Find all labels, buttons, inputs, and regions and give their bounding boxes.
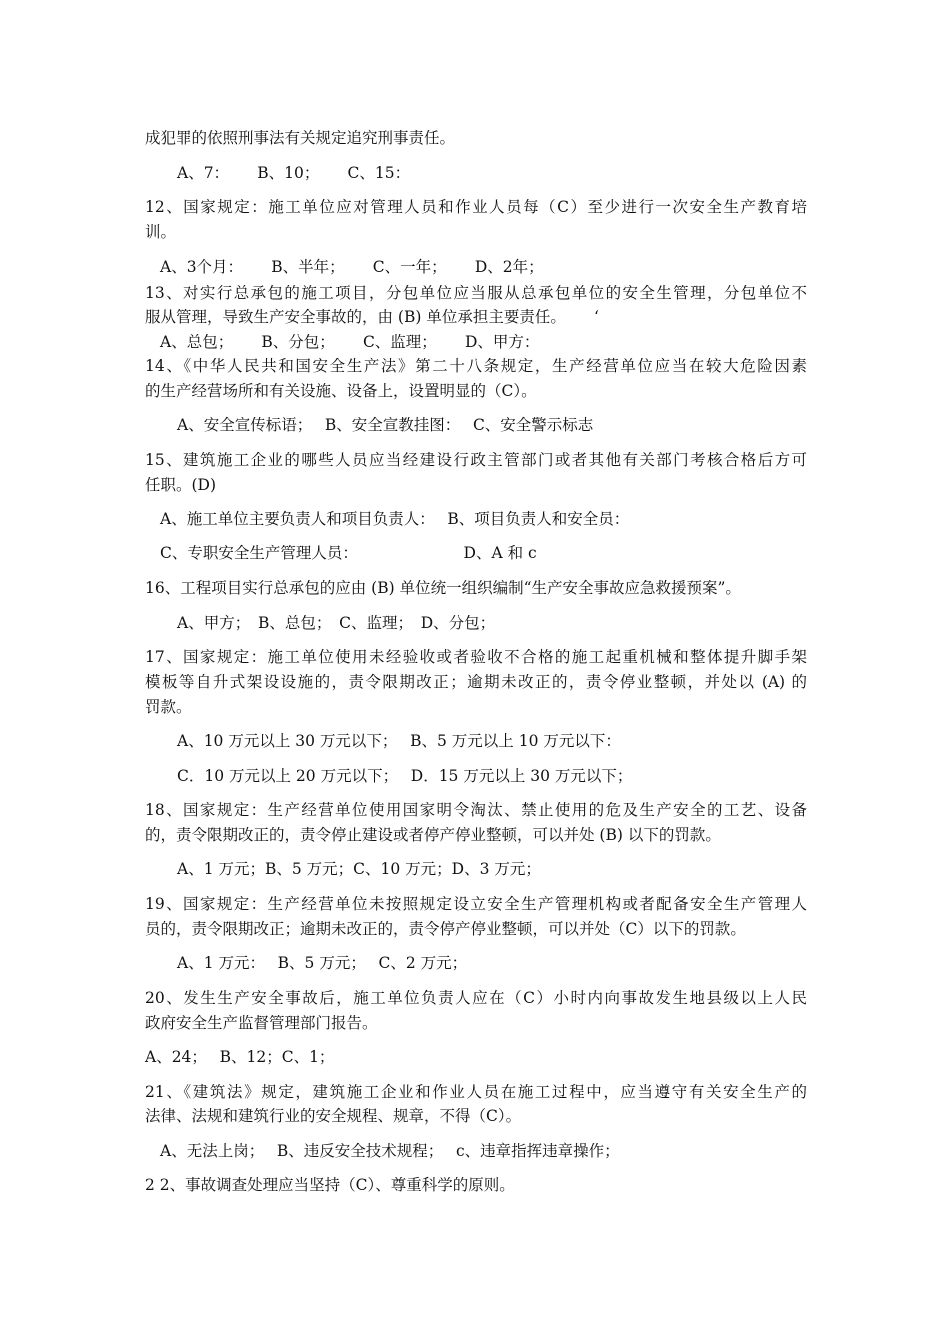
answer-options: A、无法上岗； B、违反安全技术规程； c、违章指挥违章操作；	[160, 1142, 620, 1160]
answer-options: C．10 万元以上 20 万元以下； D．15 万元以上 30 万元以下；	[177, 767, 633, 785]
text-line: 罚款。	[145, 698, 192, 716]
text-line: 服从管理，导致生产安全事故的，由 (B) 单位承担主要责任。 ‘	[145, 308, 599, 326]
answer-options: A、1 万元： B、5 万元； C、2 万元；	[177, 954, 468, 972]
answer-options: A、安全宣传标语； B、安全宣教挂图： C、安全警示标志	[177, 416, 594, 434]
text-line: 法律、法规和建筑行业的安全规程、规章，不得（C）。	[145, 1107, 522, 1125]
text-line: 的生产经营场所和有关设施、设备上，设置明显的（C）。	[145, 382, 537, 400]
answer-options: A、施工单位主要负责人和项目负责人： B、项目负责人和安全员：	[160, 510, 630, 528]
question-15: 15、建筑施工企业的哪些人员应当经建设行政主管部门或者其他有关部门考核合格后方可	[145, 451, 807, 469]
text-line: 成犯罪的依照刑事法有关规定追究刑事责任。	[145, 129, 456, 147]
text-line: 任职。(D)	[145, 476, 217, 494]
text-line: 政府安全生产监督管理部门报告。	[145, 1014, 378, 1032]
question-16: 16、工程项目实行总承包的应由 (B) 单位统一组织编制“生产安全事故应急救援预案”。	[145, 579, 741, 597]
answer-options: C、专职安全生产管理人员： D、A 和 c	[160, 544, 537, 562]
question-13: 13、对实行总承包的施工项目，分包单位应当服从总承包单位的安全生管理，分包单位不	[145, 284, 807, 302]
question-18: 18、国家规定：生产经营单位使用国家明令淘汰、禁止使用的危及生产安全的工艺、设备	[145, 801, 807, 819]
question-17: 17、国家规定：施工单位使用未经验收或者验收不合格的施工起重机械和整体提升脚手架	[145, 648, 807, 666]
text-line: 的，责令限期改正的，责令停止建设或者停产停业整顿，可以并处 (B) 以下的罚款。	[145, 826, 721, 844]
answer-options: A、1 万元；B、5 万元；C、10 万元；D、3 万元；	[177, 860, 541, 878]
answer-options: A、10 万元以上 30 万元以下； B、5 万元以上 10 万元以下：	[177, 732, 621, 750]
question-21: 21、《建筑法》规定，建筑施工企业和作业人员在施工过程中，应当遵守有关安全生产的	[145, 1083, 807, 1101]
question-20: 20、发生生产安全事故后，施工单位负责人应在（C）小时内向事故发生地县级以上人民	[145, 989, 807, 1007]
text-line: 训。	[145, 223, 177, 241]
answer-options: A、24； B、12；C、1；	[145, 1048, 335, 1066]
question-19: 19、国家规定：生产经营单位未按照规定设立安全生产管理机构或者配备安全生产管理人	[145, 895, 807, 913]
text-line: 模板等自升式架设设施的，责令限期改正；逾期未改正的，责令停业整顿，并处以 (A) 的	[145, 673, 807, 691]
answer-options: A、总包； B、分包； C、监理； D、甲方：	[160, 333, 540, 351]
text-line: 员的，责令限期改正；逾期未改正的，责令停产停业整顿，可以并处（C）以下的罚款。	[145, 920, 746, 938]
question-14: 14、《中华人民共和国安全生产法》第二十八条规定，生产经营单位应当在较大危险因素	[145, 357, 807, 375]
answer-options: A、甲方； B、总包； C、监理； D、分包；	[177, 614, 496, 632]
answer-options: A、7： B、10； C、15：	[177, 164, 411, 182]
question-22: 2 2、事故调查处理应当坚持（C）、尊重科学的原则。	[145, 1176, 515, 1194]
answer-options: A、3个月： B、半年； C、一年； D、2年；	[160, 258, 544, 276]
question-12: 12、国家规定：施工单位应对管理人员和作业人员每（C）至少进行一次安全生产教育培	[145, 198, 807, 216]
